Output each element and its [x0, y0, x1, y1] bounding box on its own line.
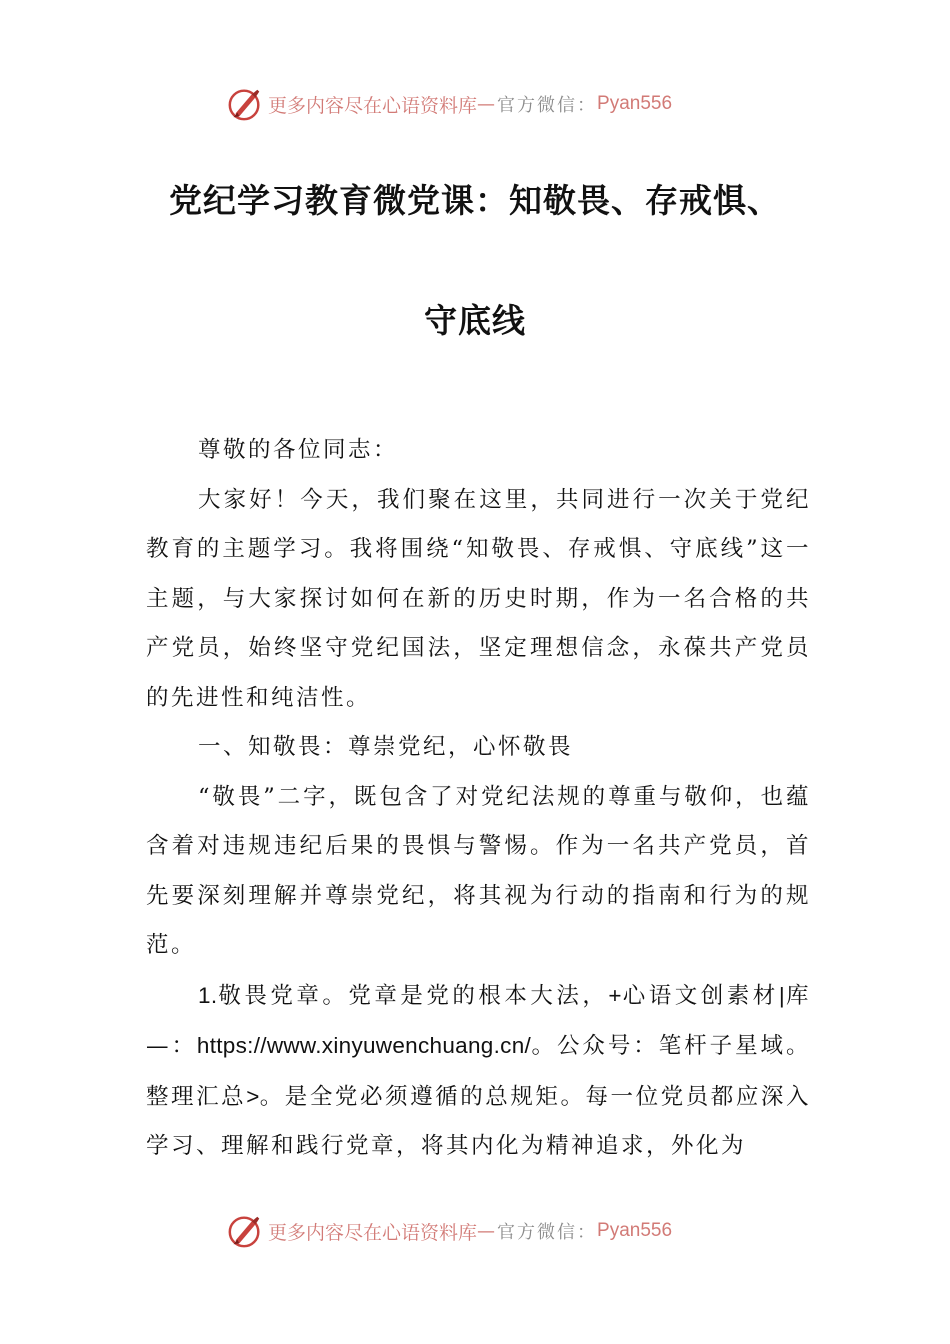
section-heading-1: 一、知敬畏：尊崇党纪，心怀敬畏	[198, 734, 574, 760]
item-text-1: 敬畏党章。党章是党的根本大法，	[217, 982, 609, 1009]
document-title-line-2: 守底线	[424, 301, 526, 340]
item-1-paragraph	[146, 971, 811, 1172]
document-body	[146, 426, 811, 1172]
pen-logo-icon	[226, 1212, 264, 1250]
header-watermark	[226, 84, 672, 124]
section-1-paragraph: “敬畏”二字，既包含了对党纪法规的尊重与敬仰，也蕴含着对违规违纪后果的畏惧与警惕。作为一名共产党员，首先要深刻理解并尊崇党纪，将其视为行动的指南和行为的规范。	[146, 783, 811, 958]
salutation: 尊敬的各位同志：	[198, 437, 399, 463]
intro-paragraph: 大家好！今天，我们聚在这里，共同进行一次关于党纪教育的主题学习。我将围绕“知敬畏、存戒惧、守底线”这一主题，与大家探讨如何在新的历史时期，作为一名合格的共产党员，始终坚守党纪国法，坚定理想信念，永葆共产党员的先进性和纯洁性。	[146, 486, 811, 711]
pen-logo-icon	[226, 85, 264, 123]
watermark-dash: —	[477, 93, 496, 115]
footer-watermark	[226, 1211, 672, 1251]
item-number: 1.	[198, 982, 218, 1008]
source-url: https://www.xinyuwenchuang.cn/	[196, 1033, 532, 1058]
item-text-5: 。是全党必须遵循的总规矩。每一位党员都应深入学习、理解和践行党章，将其内化为精神追求，外化为	[146, 1083, 811, 1159]
document-title-line-1: 党纪学习教育微党课：知敬畏、存戒惧、	[169, 181, 781, 220]
watermark-text: 更多内容尽在心语资料库	[268, 1221, 478, 1244]
plus-sign: +	[608, 982, 622, 1008]
item-text-3: 库—：	[146, 982, 811, 1059]
watermark-wechat-label: 官方微信：	[497, 1222, 598, 1243]
item-text-4: 。公众号：笔杆子星域。整理汇总	[146, 1033, 811, 1110]
item-text-2: 心语文创素材	[621, 982, 779, 1009]
watermark-text: 更多内容尽在心语资料库	[268, 94, 478, 117]
watermark-wechat-label: 官方微信：	[497, 95, 598, 116]
watermark-wechat-id: Pyan556	[597, 1220, 673, 1241]
separator-bar: |	[778, 982, 785, 1008]
watermark-dash: —	[477, 1220, 496, 1242]
watermark-wechat-id: Pyan556	[597, 93, 673, 114]
greater-than-sign: >	[246, 1083, 260, 1109]
